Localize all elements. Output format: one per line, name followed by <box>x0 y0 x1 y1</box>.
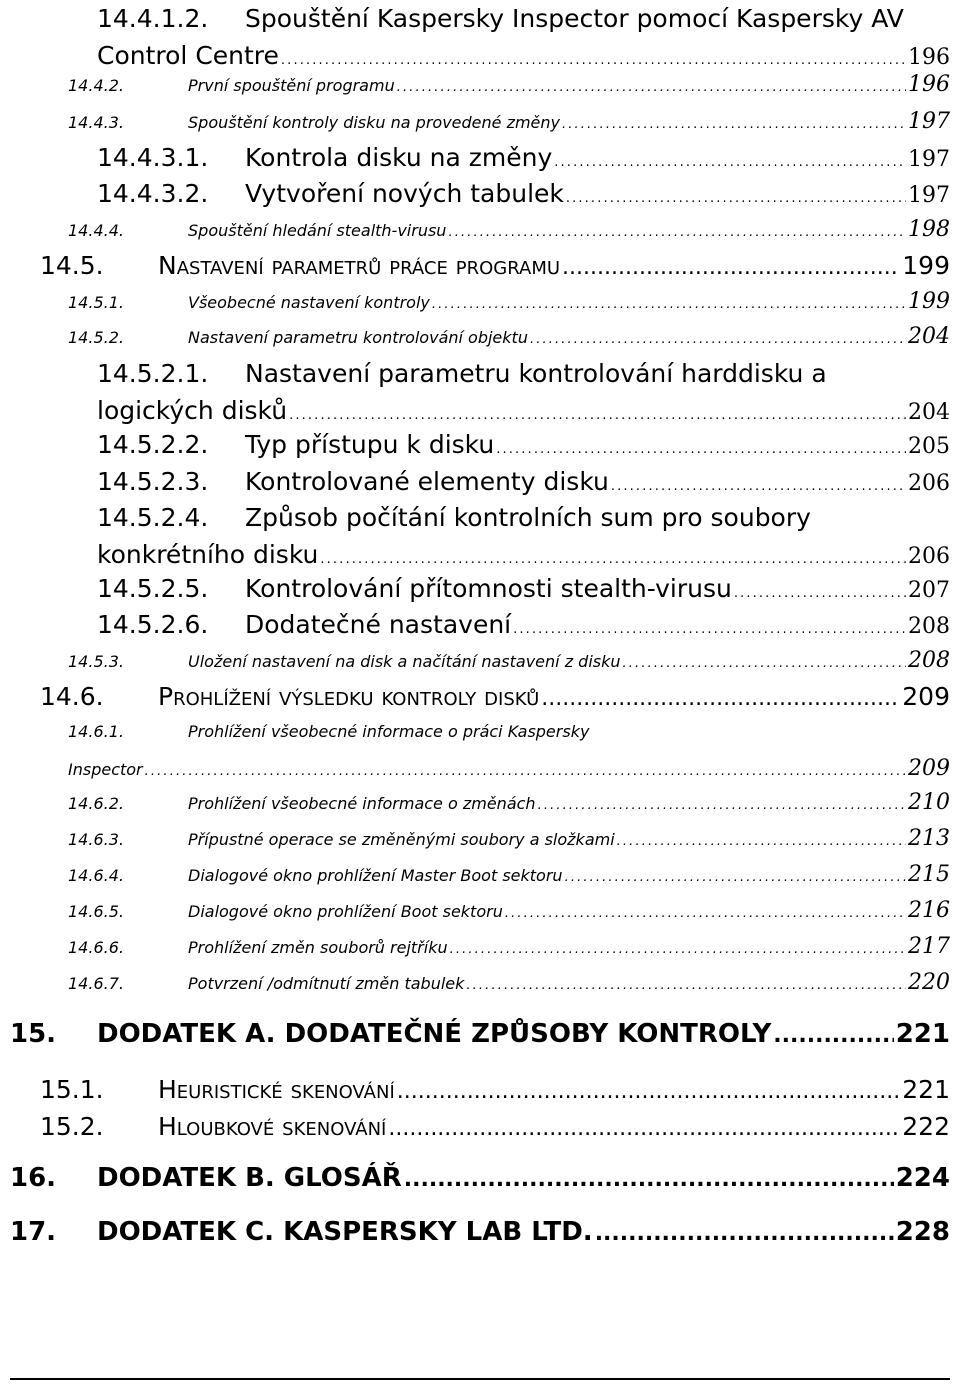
toc-entry[interactable] <box>40 1108 950 1145</box>
toc-entry-number: 14.4.3.2. <box>97 179 209 208</box>
toc-entry-title: Spouštění kontroly disku na provedené změny <box>188 113 561 132</box>
dot-leader <box>595 1214 894 1252</box>
toc-entry-number: 14.6.2. <box>68 794 124 813</box>
toc-entry[interactable] <box>97 0 950 74</box>
toc-entry-title: Uložení nastavení na disk a načítání nastavení z disku <box>188 652 621 671</box>
dot-leader <box>448 212 906 251</box>
toc-page-number: 196 <box>908 72 950 97</box>
dot-leader <box>388 1108 900 1147</box>
toc-page-number: 206 <box>908 471 950 496</box>
toc-entry-title-continuation: konkrétního disku <box>97 540 319 569</box>
toc-entry-title: Všeobecné nastavení kontroly <box>188 293 430 312</box>
dot-leader <box>617 821 906 860</box>
toc-page-number: 221 <box>902 1075 950 1104</box>
dot-leader <box>562 104 906 143</box>
toc-entry[interactable] <box>10 1160 950 1197</box>
toc-entry-number: 14.4.3. <box>68 113 124 132</box>
toc-page-number: 222 <box>902 1112 950 1141</box>
toc-entry[interactable] <box>68 66 950 103</box>
toc-entry-number: 14.4.1.2. <box>97 4 209 33</box>
toc-entry[interactable] <box>68 820 950 857</box>
toc-page-number: 204 <box>908 400 950 425</box>
toc-entry-title: Vytvoření nových tabulek <box>245 179 564 208</box>
toc-page-number: 206 <box>908 544 950 569</box>
toc-entry-title: DODATEK A. DODATEČNÉ ZPŮSOBY KONTROLY <box>97 1019 772 1049</box>
toc-entry[interactable] <box>97 426 950 463</box>
toc-entry-title: Typ přístupu k disku <box>245 430 495 459</box>
toc-entry-title: Kontrola disku na změny <box>245 143 553 172</box>
toc-entry[interactable] <box>10 1016 950 1053</box>
toc-entry-title: Potvrzení /odmítnutí změn tabulek <box>188 974 465 993</box>
toc-entry-number: 14.6.6. <box>68 938 124 957</box>
toc-page-number: 208 <box>908 614 950 639</box>
toc-entry-title-continuation: logických disků <box>97 396 288 425</box>
toc-entry-title: Dialogové okno prohlížení Boot sektoru <box>188 902 503 921</box>
toc-entry[interactable] <box>68 784 950 821</box>
toc-page-number: 221 <box>895 1019 950 1049</box>
toc-entry[interactable] <box>10 1214 950 1251</box>
toc-entry[interactable] <box>68 318 950 355</box>
toc-entry-title: Prohlížení všeobecné informace o změnách <box>188 794 536 813</box>
toc-entry[interactable] <box>68 642 950 679</box>
toc-page-number: 210 <box>908 790 950 815</box>
toc-page-number: 209 <box>902 682 950 711</box>
toc-entry[interactable] <box>68 892 950 929</box>
dot-leader <box>562 247 900 286</box>
toc-entry-number: 14.4.2. <box>68 76 124 95</box>
toc-page-number: 224 <box>895 1163 950 1193</box>
toc-entry-number: 15.2. <box>40 1112 104 1141</box>
toc-entry-title: Prohlížení výsledku kontroly disků <box>158 682 540 711</box>
toc-entry-title: Způsob počítání kontrolních sum pro soubory <box>245 503 811 532</box>
toc-page-number: 199 <box>908 289 950 314</box>
dot-leader <box>397 1071 901 1110</box>
toc-entry-number: 16. <box>10 1163 57 1193</box>
toc-entry-title: DODATEK C. KASPERSKY LAB LTD. <box>97 1217 593 1247</box>
toc-entry-number: 14.6. <box>40 682 104 711</box>
dot-leader <box>505 893 906 932</box>
toc-entry-number: 14.4.4. <box>68 221 124 240</box>
toc-entry-number: 14.5.2.2. <box>97 430 209 459</box>
toc-page-number: 197 <box>908 147 950 172</box>
toc-entry-number: 14.6.1. <box>68 722 124 741</box>
dot-leader <box>538 785 906 824</box>
toc-entry[interactable] <box>40 678 950 715</box>
toc-entry-number: 14.5.2.3. <box>97 467 209 496</box>
toc-page-number: 228 <box>895 1217 950 1247</box>
dot-leader <box>450 929 906 968</box>
toc-entry-number: 14.5. <box>40 251 104 280</box>
toc-entry-title: Spouštění hledání stealth-virusu <box>188 221 447 240</box>
toc-page-number: 213 <box>908 826 950 851</box>
toc-entry-number: 14.6.7. <box>68 974 124 993</box>
toc-entry-number: 17. <box>10 1217 57 1247</box>
toc-entry-title: Nastavení parametru kontrolování objektu <box>188 328 528 347</box>
dot-leader <box>773 1016 893 1054</box>
toc-entry[interactable] <box>40 247 950 284</box>
toc-entry-number: 14.5.2.4. <box>97 503 209 532</box>
toc-page-number: 207 <box>908 578 950 603</box>
toc-page-number: 197 <box>908 109 950 134</box>
toc-page-number: 208 <box>908 648 950 673</box>
toc-entry-title: Hloubkové skenování <box>158 1112 387 1141</box>
toc-entry-number: 15. <box>10 1019 57 1049</box>
dot-leader <box>496 426 906 468</box>
footer-rule <box>10 1378 950 1380</box>
toc-entry-title: Prohlížení všeobecné informace o práci Kaspersky <box>188 722 590 741</box>
dot-leader <box>565 857 906 896</box>
toc-entry-number: 14.6.5. <box>68 902 124 921</box>
toc-entry-title-continuation: Inspector <box>68 760 143 779</box>
toc-entry-title: Kontrolované elementy disku <box>245 467 609 496</box>
toc-entry[interactable] <box>68 283 950 320</box>
toc-entry-number: 15.1. <box>40 1075 104 1104</box>
toc-entry[interactable] <box>68 211 950 248</box>
toc-entry-number: 14.5.2.5. <box>97 574 209 603</box>
toc-entry[interactable] <box>68 928 950 965</box>
toc-entry[interactable] <box>68 103 950 140</box>
toc-entry-number: 14.5.2. <box>68 328 124 347</box>
toc-entry-number: 14.5.3. <box>68 652 124 671</box>
toc-entry[interactable] <box>97 499 950 573</box>
toc-entry-title: Nastavení parametru kontrolování harddisku a <box>245 359 827 388</box>
toc-entry-title: Spouštění Kaspersky Inspector pomocí Kaspersky AV <box>245 4 904 33</box>
toc-entry-title-continuation: Control Centre <box>97 41 279 70</box>
toc-entry-title: Prohlížení změn souborů rejtříku <box>188 938 448 957</box>
dot-leader <box>466 965 906 1004</box>
toc-entry-number: 14.5.2.6. <box>97 610 209 639</box>
toc-entry[interactable] <box>97 355 950 429</box>
toc-page-number: 205 <box>908 434 950 459</box>
toc-page-number: 204 <box>908 324 950 349</box>
toc-page-number: 215 <box>908 862 950 887</box>
toc-page-number: 199 <box>902 251 950 280</box>
toc-entry[interactable] <box>40 1071 950 1108</box>
dot-leader <box>541 678 900 717</box>
toc-entry[interactable] <box>97 570 950 607</box>
toc-page-number: 197 <box>908 183 950 208</box>
toc-entry-number: 14.5.1. <box>68 293 124 312</box>
toc-entry[interactable] <box>68 713 950 787</box>
toc-page-number: 220 <box>908 970 950 995</box>
dot-leader <box>404 1160 894 1198</box>
dot-leader <box>623 643 906 682</box>
dot-leader <box>397 67 906 106</box>
dot-leader <box>530 319 906 358</box>
toc-entry-title: Dodatečné nastavení <box>245 610 512 639</box>
toc-entry[interactable] <box>97 606 950 643</box>
toc-entry[interactable] <box>68 856 950 893</box>
toc-entry-number: 14.4.3.1. <box>97 143 209 172</box>
toc-entry-title: Nastavení parametrů práce programu <box>158 251 561 280</box>
toc-entry-title: Kontrolování přítomnosti stealth-virusu <box>245 574 732 603</box>
toc-page-number: 198 <box>908 217 950 242</box>
toc-page-number: 196 <box>908 45 950 70</box>
toc-entry[interactable] <box>68 964 950 1001</box>
toc-entry-title: Heuristické skenování <box>158 1075 395 1104</box>
toc-entry-number: 14.6.4. <box>68 866 124 885</box>
toc-entry-title: DODATEK B. GLOSÁŘ <box>97 1163 402 1193</box>
toc-entry-number: 14.5.2.1. <box>97 359 209 388</box>
toc-entry-title: První spouštění programu <box>188 76 395 95</box>
toc-page-number: 216 <box>908 898 950 923</box>
toc-entry[interactable] <box>97 175 950 212</box>
toc-entry[interactable] <box>97 139 950 176</box>
toc-entry-title: Přípustné operace se změněnými soubory a složkami <box>188 830 615 849</box>
toc-page-number: 209 <box>908 756 950 781</box>
toc-entry-title: Dialogové okno prohlížení Master Boot sektoru <box>188 866 563 885</box>
toc-page-number: 217 <box>908 934 950 959</box>
toc-entry[interactable] <box>97 463 950 500</box>
toc-entry-number: 14.6.3. <box>68 830 124 849</box>
